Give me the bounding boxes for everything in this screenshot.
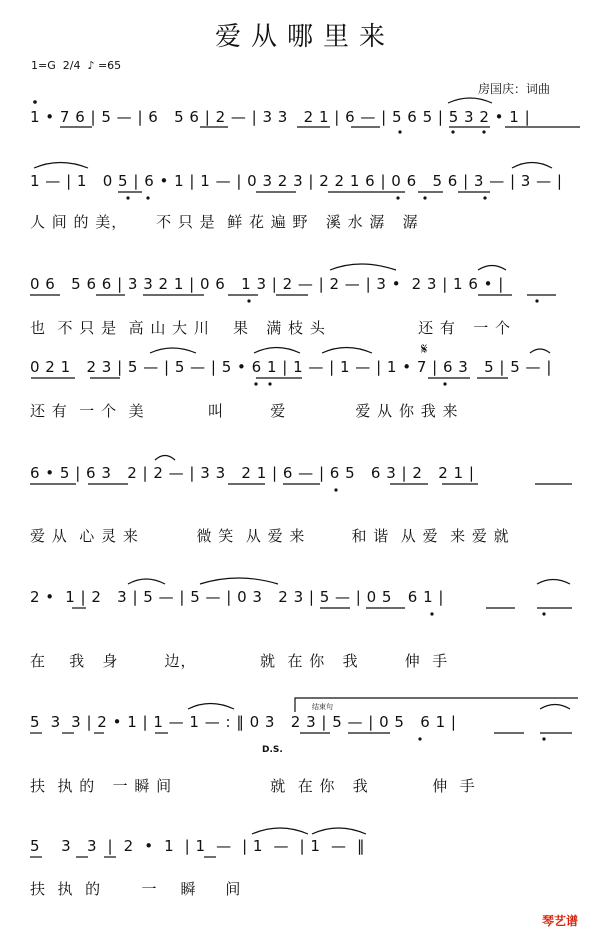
- tempo-marking: ♪ =65: [87, 59, 122, 72]
- lyric-row-4: 还 有 一 个 美 叫 爱 爱 从 你 我 来: [30, 402, 459, 420]
- score-row-2: 1 — | 1 0 5 | 6 • 1 | 1 — | 0 3 2 3 | 2 2 1 6 | 0 6 5 6 | 3 — | 3 — |: [30, 172, 563, 190]
- ending-label: 结束句: [312, 703, 333, 711]
- lyric-row-5: 爱 从 心 灵 来 微 笑 从 爱 来 和 谐 从 爱 来 爱 就: [30, 527, 510, 545]
- score-row-5: 6 • 5 | 6 3 2 | 2 — | 3 3 2 1 | 6 — | 6 5 6 3 | 2 2 1 |: [30, 464, 475, 482]
- score-row-4: 0 2 1 2 3 | 5 — | 5 — | 5 • 6 1 | 1 — | 1 — | 1 • 7 | 6 3 5 | 5 — |: [30, 358, 552, 376]
- lyric-row-6: 在 我 身 边， 就 在 你 我 伸 手: [30, 652, 449, 670]
- score-row-6: 2 • 1 | 2 3 | 5 — | 5 — | 0 3 2 3 | 5 — | 0 5 6 1 |: [30, 588, 444, 606]
- score-row-1: 1 • 7 6 | 5 — | 6 5 6 | 2 — | 3 3 2 1 | 6 — | 5 6 5 | 5 3 2 • 1 |: [30, 108, 531, 126]
- lyric-row-3: 也 不 只 是 高 山 大 川 果 满 枝 头 还 有 一 个: [30, 319, 511, 337]
- song-title: 爱从哪里来: [214, 22, 395, 52]
- score-row-8: 5 3 3 | 2 • 1 | 1 — | 1 — | 1 — ‖: [30, 837, 365, 855]
- time-signature: 2/4: [62, 59, 81, 72]
- key-signature: 1=G: [31, 59, 56, 72]
- lyric-row-2: 人 间 的 美， 不 只 是 鲜 花 遍 野 溪 水 潺 潺: [30, 213, 419, 231]
- lyric-row-7: 扶 执 的 一 瞬 间 就 在 你 我 伸 手: [30, 777, 476, 795]
- author-credit: 房国庆：词曲: [478, 82, 551, 96]
- score-row-3: 0 6 5 6 6 | 3 3 2 1 | 0 6 1 3 | 2 — | 2 — | 3 • 2 3 | 1 6 • |: [30, 275, 504, 293]
- watermark-logo: 琴艺谱: [542, 914, 579, 928]
- ds-mark: D.S.: [262, 745, 283, 755]
- score-row-7: 5 3 3 | 2 • 1 | 1 — 1 — : ‖ 0 3 2 3 | 5 — | 0 5 6 1 |: [30, 713, 457, 731]
- lyric-row-8: 扶 执 的 一 瞬 间: [30, 880, 242, 898]
- segno-sign: 𝄋: [421, 340, 428, 358]
